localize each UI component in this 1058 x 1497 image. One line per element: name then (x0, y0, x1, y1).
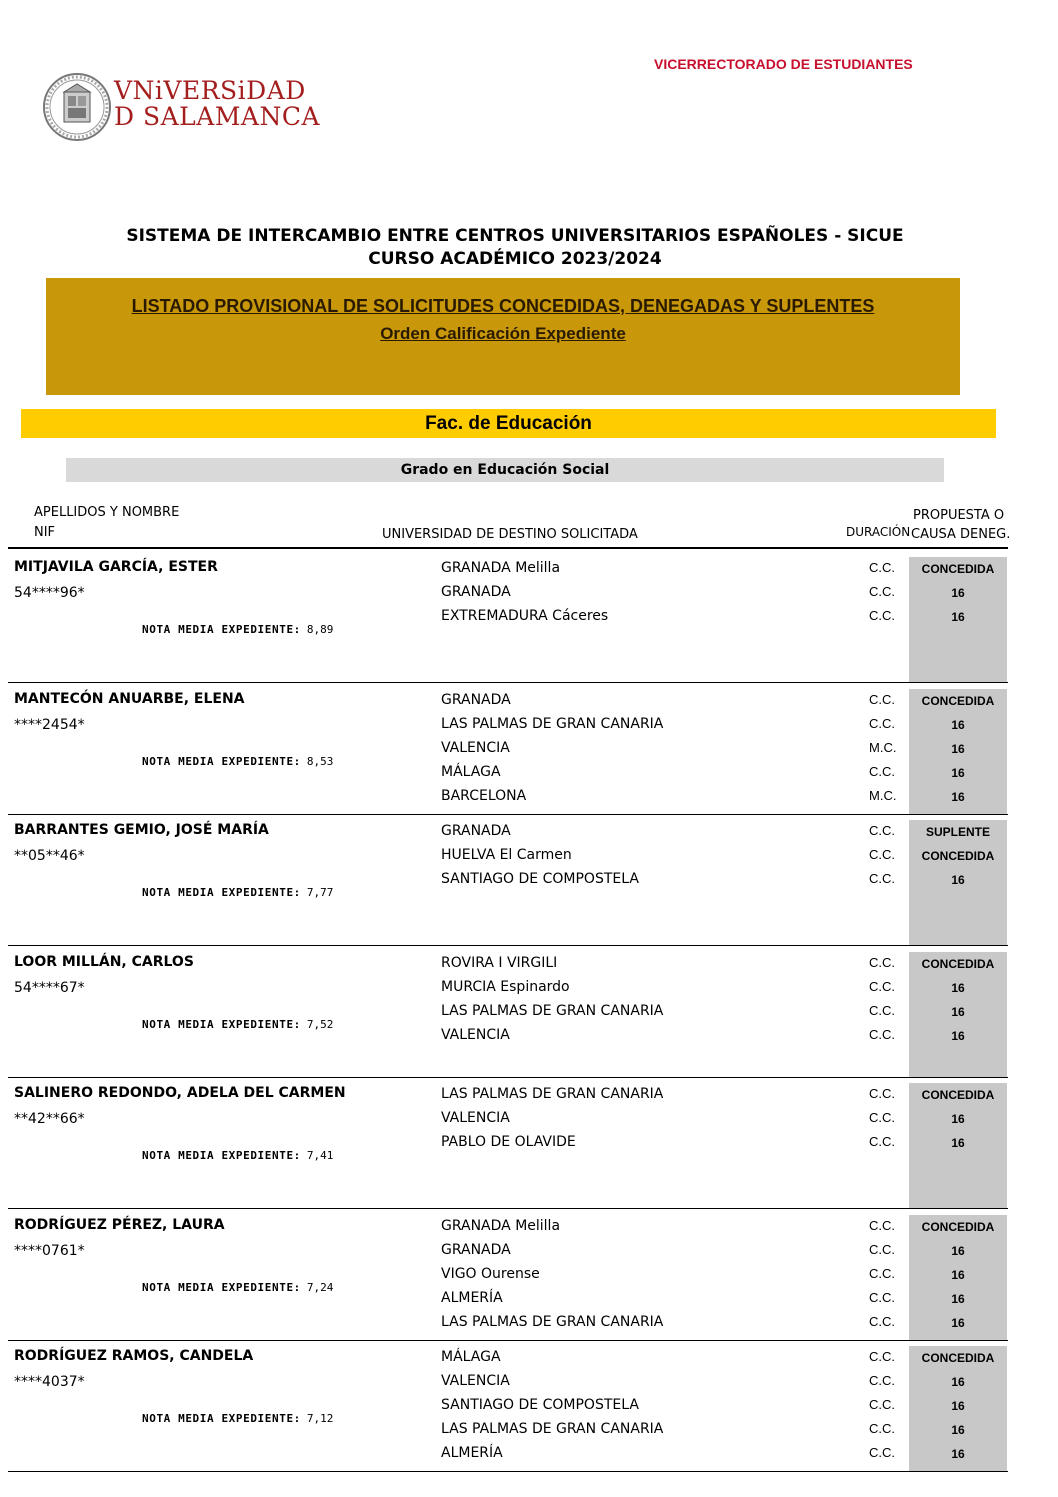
student-name: LOOR MILLÁN, CARLOS (14, 954, 194, 970)
student-record (0, 1209, 1058, 1340)
academic-year: CURSO ACADÉMICO 2023/2024 (368, 249, 662, 269)
stay-duration: C.C. (869, 1290, 895, 1305)
listing-order: Orden Calificación Expediente (380, 324, 626, 343)
proposal-status: 16 (951, 766, 965, 780)
proposal-status: SUPLENTE (925, 825, 990, 839)
grade-average-label: NOTA MEDIA EXPEDIENTE: (142, 886, 301, 899)
grade-average (142, 623, 333, 636)
destination-university: MÁLAGA (441, 1349, 501, 1365)
proposal-status: 16 (951, 586, 965, 600)
grade-average-value: 7,41 (306, 1149, 334, 1162)
proposal-status: 16 (951, 1005, 965, 1019)
student-record (0, 1077, 1058, 1208)
grade-average-value: 8,89 (306, 623, 334, 636)
stay-duration: C.C. (869, 955, 895, 970)
column-header-proposal-line2: CAUSA DENEG. (911, 527, 1011, 542)
student-name: MANTECÓN ANUARBE, ELENA (14, 691, 245, 707)
proposal-status: 16 (951, 1447, 965, 1461)
stay-duration: C.C. (869, 1349, 895, 1364)
stay-duration: C.C. (869, 1266, 895, 1281)
destination-university: SANTIAGO DE COMPOSTELA (441, 871, 639, 887)
proposal-status: CONCEDIDA (921, 1351, 995, 1365)
destination-university: GRANADA (441, 692, 511, 708)
destination-university: LAS PALMAS DE GRAN CANARIA (441, 1314, 664, 1330)
stay-duration: C.C. (869, 692, 895, 707)
logo-text-line2: D SALAMANCA (114, 102, 321, 131)
proposal-status: CONCEDIDA (921, 957, 995, 971)
grade-average-value: 7,12 (306, 1412, 334, 1425)
destination-university: GRANADA (441, 1242, 511, 1258)
stay-duration: C.C. (869, 979, 895, 994)
proposal-status: 16 (951, 1399, 965, 1413)
proposal-status: 16 (951, 790, 965, 804)
proposal-status: 16 (951, 718, 965, 732)
student-name: RODRÍGUEZ RAMOS, CANDELA (14, 1348, 254, 1364)
grade-average (142, 886, 333, 899)
destination-university: GRANADA Melilla (441, 1218, 561, 1234)
student-record (0, 683, 1058, 814)
stay-duration: C.C. (869, 1421, 895, 1436)
destination-university: LAS PALMAS DE GRAN CANARIA (441, 1421, 664, 1437)
proposal-status: 16 (951, 981, 965, 995)
proposal-status: CONCEDIDA (921, 849, 995, 863)
grade-average-label: NOTA MEDIA EXPEDIENTE: (142, 1412, 301, 1425)
document-title: SISTEMA DE INTERCAMBIO ENTRE CENTROS UNIVERSITARIOS ESPAÑOLES - SICUE (126, 226, 904, 246)
proposal-status: 16 (951, 1244, 965, 1258)
proposal-status: 16 (951, 873, 965, 887)
destination-university: GRANADA Melilla (441, 560, 561, 576)
proposal-status: 16 (951, 1136, 965, 1150)
proposal-status: 16 (951, 1316, 965, 1330)
student-nif: **42**66* (14, 1111, 85, 1127)
stay-duration: C.C. (869, 608, 895, 623)
grade-average (142, 1018, 333, 1031)
column-header-nif: NIF (34, 525, 56, 540)
stay-duration: C.C. (869, 560, 895, 575)
student-nif: **05**46* (14, 848, 85, 864)
destination-university: VIGO Ourense (441, 1266, 540, 1282)
student-nif: ****2454* (14, 717, 85, 733)
proposal-status: 16 (951, 1375, 965, 1389)
grade-average-label: NOTA MEDIA EXPEDIENTE: (142, 1149, 301, 1162)
stay-duration: C.C. (869, 1110, 895, 1125)
university-seal-icon (42, 72, 112, 142)
stay-duration: C.C. (869, 847, 895, 862)
stay-duration: C.C. (869, 1397, 895, 1412)
stay-duration: C.C. (869, 584, 895, 599)
grade-average (142, 1149, 333, 1162)
destination-university: EXTREMADURA Cáceres (441, 608, 609, 624)
grade-average-value: 7,24 (306, 1281, 334, 1294)
destination-university: ALMERÍA (441, 1445, 503, 1461)
stay-duration: C.C. (869, 823, 895, 838)
listing-banner (46, 278, 960, 395)
destination-university: ALMERÍA (441, 1290, 503, 1306)
destination-university: VALENCIA (441, 1110, 510, 1126)
grade-average-value: 7,52 (306, 1018, 334, 1031)
destination-university: ROVIRA I VIRGILI (441, 955, 558, 971)
grade-average (142, 1281, 333, 1294)
destination-university: LAS PALMAS DE GRAN CANARIA (441, 716, 664, 732)
destination-university: VALENCIA (441, 1373, 510, 1389)
listing-title: LISTADO PROVISIONAL DE SOLICITUDES CONCEDIDAS, DENEGADAS Y SUPLENTES (131, 296, 875, 316)
student-record (0, 946, 1058, 1077)
proposal-status: 16 (951, 1268, 965, 1282)
logo-text-line1: VNiVERSiDAD (114, 76, 306, 105)
proposal-status: 16 (951, 1112, 965, 1126)
stay-duration: M.C. (869, 788, 897, 803)
student-nif: 54****67* (14, 980, 85, 996)
student-name: SALINERO REDONDO, ADELA DEL CARMEN (14, 1085, 346, 1101)
destination-university: GRANADA (441, 823, 511, 839)
degree-heading: Grado en Educación Social (66, 458, 944, 482)
proposal-status: 16 (951, 1423, 965, 1437)
record-divider (8, 1471, 1008, 1472)
column-header-proposal-line1: PROPUESTA O (913, 508, 1005, 523)
grade-average (142, 1412, 333, 1425)
destination-university: MÁLAGA (441, 764, 501, 780)
stay-duration: C.C. (869, 716, 895, 731)
proposal-status: CONCEDIDA (921, 562, 995, 576)
column-header-name: APELLIDOS Y NOMBRE (34, 505, 180, 520)
proposal-status: 16 (951, 610, 965, 624)
stay-duration: C.C. (869, 1086, 895, 1101)
column-header-duration: DURACIÓN (846, 525, 911, 539)
student-record (0, 814, 1058, 945)
faculty-heading: Fac. de Educación (21, 409, 996, 438)
student-record (0, 551, 1058, 682)
stay-duration: C.C. (869, 1242, 895, 1257)
student-nif: ****0761* (14, 1243, 85, 1259)
destination-university: VALENCIA (441, 1027, 510, 1043)
grade-average-label: NOTA MEDIA EXPEDIENTE: (142, 755, 301, 768)
stay-duration: C.C. (869, 1218, 895, 1233)
destination-university: GRANADA (441, 584, 511, 600)
grade-average-label: NOTA MEDIA EXPEDIENTE: (142, 1018, 301, 1031)
column-header-destination: UNIVERSIDAD DE DESTINO SOLICITADA (382, 527, 638, 542)
stay-duration: C.C. (869, 1314, 895, 1329)
grade-average-value: 8,53 (306, 755, 334, 768)
proposal-status: 16 (951, 742, 965, 756)
destination-university: BARCELONA (441, 788, 527, 804)
stay-duration: C.C. (869, 764, 895, 779)
destination-university: VALENCIA (441, 740, 510, 756)
destination-university: SANTIAGO DE COMPOSTELA (441, 1397, 639, 1413)
proposal-status: 16 (951, 1029, 965, 1043)
destination-university: PABLO DE OLAVIDE (441, 1134, 576, 1150)
destination-university: LAS PALMAS DE GRAN CANARIA (441, 1086, 664, 1102)
stay-duration: C.C. (869, 1445, 895, 1460)
student-nif: ****4037* (14, 1374, 85, 1390)
student-name: BARRANTES GEMIO, JOSÉ MARÍA (14, 822, 269, 838)
vicerrectorado-label: VICERRECTORADO DE ESTUDIANTES (654, 56, 913, 72)
proposal-status: 16 (951, 1292, 965, 1306)
student-name: MITJAVILA GARCÍA, ESTER (14, 559, 218, 575)
header-rule (8, 547, 1008, 549)
student-record (0, 1340, 1058, 1471)
stay-duration: M.C. (869, 740, 897, 755)
stay-duration: C.C. (869, 1373, 895, 1388)
student-nif: 54****96* (14, 585, 85, 601)
stay-duration: C.C. (869, 1003, 895, 1018)
student-name: RODRÍGUEZ PÉREZ, LAURA (14, 1217, 225, 1233)
destination-university: HUELVA El Carmen (441, 847, 572, 863)
destination-university: MURCIA Espinardo (441, 979, 570, 995)
stay-duration: C.C. (869, 1134, 895, 1149)
stay-duration: C.C. (869, 871, 895, 886)
grade-average-label: NOTA MEDIA EXPEDIENTE: (142, 623, 301, 636)
grade-average-label: NOTA MEDIA EXPEDIENTE: (142, 1281, 301, 1294)
grade-average-value: 7,77 (306, 886, 334, 899)
destination-university: LAS PALMAS DE GRAN CANARIA (441, 1003, 664, 1019)
university-logo (42, 72, 321, 144)
proposal-status: CONCEDIDA (921, 694, 995, 708)
grade-average (142, 755, 333, 768)
proposal-status: CONCEDIDA (921, 1088, 995, 1102)
stay-duration: C.C. (869, 1027, 895, 1042)
proposal-status: CONCEDIDA (921, 1220, 995, 1234)
